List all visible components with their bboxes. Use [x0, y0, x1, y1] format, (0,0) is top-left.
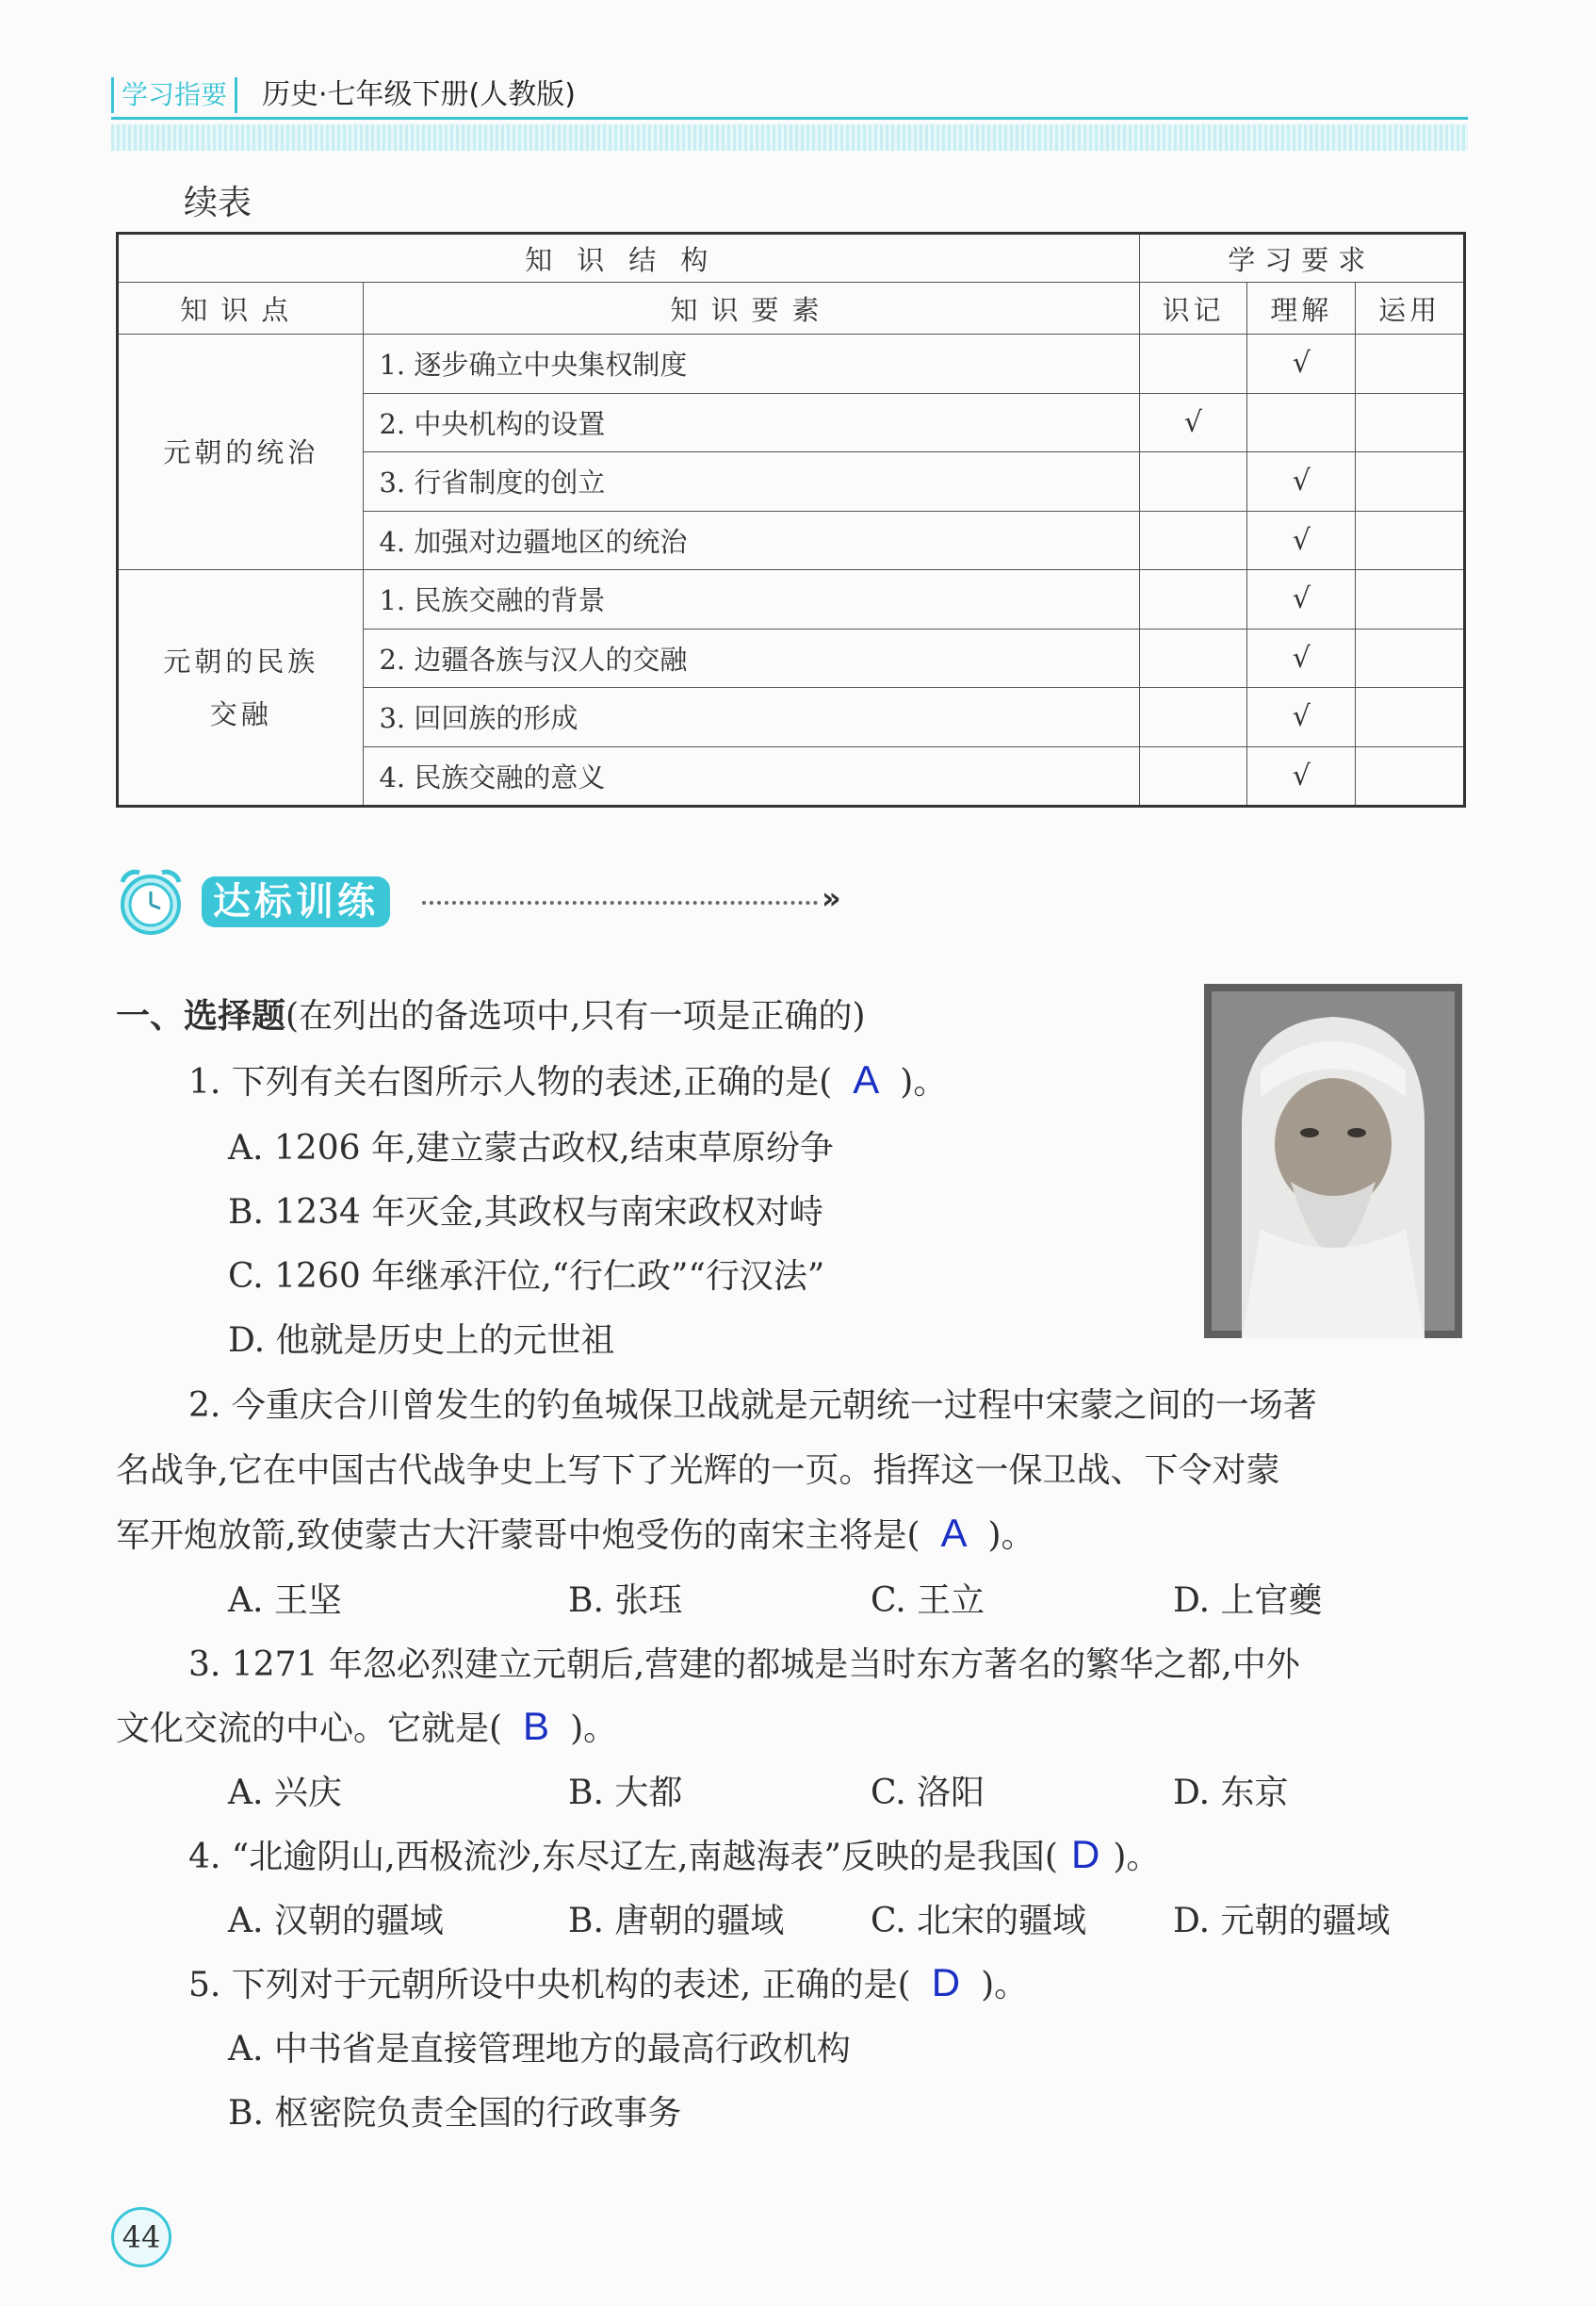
- topic-label-line1: 元朝的民族: [163, 645, 319, 678]
- apply-cell: [1356, 393, 1465, 452]
- option-c: C. 洛阳: [871, 1774, 985, 1812]
- col-knowledge-point: 知识点: [118, 283, 364, 335]
- answer-mark: D: [931, 1960, 961, 2004]
- section-badge: [111, 865, 841, 940]
- understand-cell: √: [1247, 452, 1356, 512]
- option-b: B. 1234 年灭金,其政权与南宋政权对峙: [228, 1193, 823, 1232]
- running-header: [111, 74, 1468, 119]
- alarm-clock-icon: [111, 867, 190, 937]
- header-rule: [111, 117, 1468, 120]
- option-c: C. 王立: [871, 1581, 985, 1620]
- topic-cell: [118, 570, 364, 807]
- answer-mark: D: [1070, 1832, 1100, 1876]
- question-3-line-1: 3. 1271 年忽必烈建立元朝后,营建的都城是当时东方著名的繁华之都,中外: [188, 1645, 1300, 1684]
- question-text: 4. “北逾阴山,西极流沙,东尽辽左,南越海表”反映的是我国(: [188, 1838, 1058, 1876]
- question-2-line-2: 名战争,它在中国古代战争史上写下了光辉的一页。指挥这一保卫战、下令对蒙: [116, 1451, 1280, 1490]
- question-2-line-3: [116, 1509, 1035, 1557]
- understand-cell: √: [1247, 629, 1356, 688]
- option-a: A. 1206 年,建立蒙古政权,结束草原纷争: [228, 1129, 834, 1168]
- question-4-stem: [188, 1830, 1160, 1878]
- header-learning-requirement: 学习要求: [1139, 234, 1464, 283]
- header-stripe: [111, 124, 1468, 151]
- element-cell: 1. 逐步确立中央集权制度: [364, 335, 1139, 394]
- question-5-stem: [188, 1958, 1028, 2006]
- option-c: C. 北宋的疆域: [871, 1902, 1087, 1940]
- option-b: B. 枢密院负责全国的行政事务: [228, 2094, 682, 2133]
- remember-cell: [1139, 511, 1247, 570]
- badge-dotted-leader: [422, 901, 818, 905]
- element-cell: 4. 加强对边疆地区的统治: [364, 511, 1139, 570]
- option-b: B. 大都: [568, 1774, 683, 1812]
- understand-cell: √: [1247, 335, 1356, 394]
- col-understand: 理解: [1247, 283, 1356, 335]
- element-cell: 3. 行省制度的创立: [364, 452, 1139, 512]
- question-text: 5. 下列对于元朝所设中央机构的表述, 正确的是(: [188, 1966, 911, 2004]
- apply-cell: [1356, 452, 1465, 512]
- question-text-end: )。: [981, 1966, 1029, 2004]
- answer-mark: A: [853, 1057, 880, 1102]
- understand-cell: [1247, 393, 1356, 452]
- question-text-end: )。: [900, 1063, 948, 1102]
- option-a: A. 汉朝的疆域: [228, 1902, 444, 1940]
- col-remember: 识记: [1139, 283, 1247, 335]
- element-cell: 2. 边疆各族与汉人的交融: [364, 629, 1139, 688]
- question-1-stem: [188, 1055, 947, 1104]
- answer-mark: B: [523, 1704, 550, 1748]
- element-cell: 2. 中央机构的设置: [364, 393, 1139, 452]
- remember-cell: [1139, 746, 1247, 807]
- understand-cell: √: [1247, 570, 1356, 630]
- section-note: (在列出的备选项中,只有一项是正确的): [285, 997, 866, 1036]
- element-cell: 4. 民族交融的意义: [364, 746, 1139, 807]
- option-a: A. 王坚: [228, 1581, 342, 1620]
- element-cell: 1. 民族交融的背景: [364, 570, 1139, 630]
- understand-cell: √: [1247, 746, 1356, 807]
- col-knowledge-element: 知识要素: [364, 283, 1139, 335]
- badge-label: 达标训练: [202, 876, 390, 927]
- question-text-end: )。: [987, 1516, 1035, 1555]
- header-book-title: 历史·七年级下册(人教版): [262, 78, 576, 111]
- col-apply: 运用: [1356, 283, 1465, 335]
- remember-cell: [1139, 629, 1247, 688]
- continued-label: 续表: [184, 184, 252, 222]
- header-section-label: 学习指要: [111, 77, 237, 113]
- section-title-line: [116, 989, 866, 1038]
- question-text-end: )。: [570, 1709, 618, 1748]
- remember-cell: [1139, 452, 1247, 512]
- knowledge-table: [116, 232, 1466, 808]
- question-3-line-2: [116, 1702, 617, 1750]
- apply-cell: [1356, 629, 1465, 688]
- option-d: D. 东京: [1173, 1774, 1289, 1812]
- question-text: 1. 下列有关右图所示人物的表述,正确的是(: [188, 1063, 833, 1102]
- option-c: C. 1260 年继承汗位,“行仁政”“行汉法”: [228, 1257, 825, 1296]
- page-number: 44: [111, 2207, 171, 2267]
- topic-cell: [118, 335, 364, 570]
- option-d: D. 上官夔: [1173, 1581, 1323, 1620]
- topic-label-line2: 交融: [209, 697, 272, 730]
- apply-cell: [1356, 511, 1465, 570]
- apply-cell: [1356, 335, 1465, 394]
- apply-cell: [1356, 570, 1465, 630]
- option-d: D. 他就是历史上的元世祖: [228, 1321, 615, 1360]
- section-title: 一、选择题: [116, 997, 286, 1036]
- understand-cell: √: [1247, 511, 1356, 570]
- understand-cell: √: [1247, 688, 1356, 747]
- question-text-end: )。: [1113, 1838, 1161, 1876]
- answer-mark: A: [940, 1511, 968, 1555]
- option-b: B. 唐朝的疆域: [568, 1902, 785, 1940]
- option-a: A. 兴庆: [228, 1774, 342, 1812]
- option-b: B. 张珏: [568, 1581, 683, 1620]
- question-2-line-1: 2. 今重庆合川曾发生的钓鱼城保卫战就是元朝统一过程中宋蒙之间的一场著: [188, 1386, 1317, 1425]
- element-cell: 3. 回回族的形成: [364, 688, 1139, 747]
- remember-cell: [1139, 570, 1247, 630]
- portrait-photo: [1204, 984, 1462, 1338]
- remember-cell: [1139, 335, 1247, 394]
- header-knowledge-structure: 知识结构: [118, 234, 1140, 283]
- badge-arrow: »: [822, 880, 841, 916]
- question-text: 军开炮放箭,致使蒙古大汗蒙哥中炮受伤的南宋主将是(: [116, 1516, 920, 1555]
- apply-cell: [1356, 746, 1465, 807]
- question-text: 文化交流的中心。它就是(: [116, 1709, 503, 1748]
- remember-cell: √: [1139, 393, 1247, 452]
- option-a: A. 中书省是直接管理地方的最高行政机构: [228, 2030, 851, 2069]
- topic-label: 元朝的统治: [163, 435, 319, 468]
- option-d: D. 元朝的疆域: [1173, 1902, 1391, 1940]
- remember-cell: [1139, 688, 1247, 747]
- apply-cell: [1356, 688, 1465, 747]
